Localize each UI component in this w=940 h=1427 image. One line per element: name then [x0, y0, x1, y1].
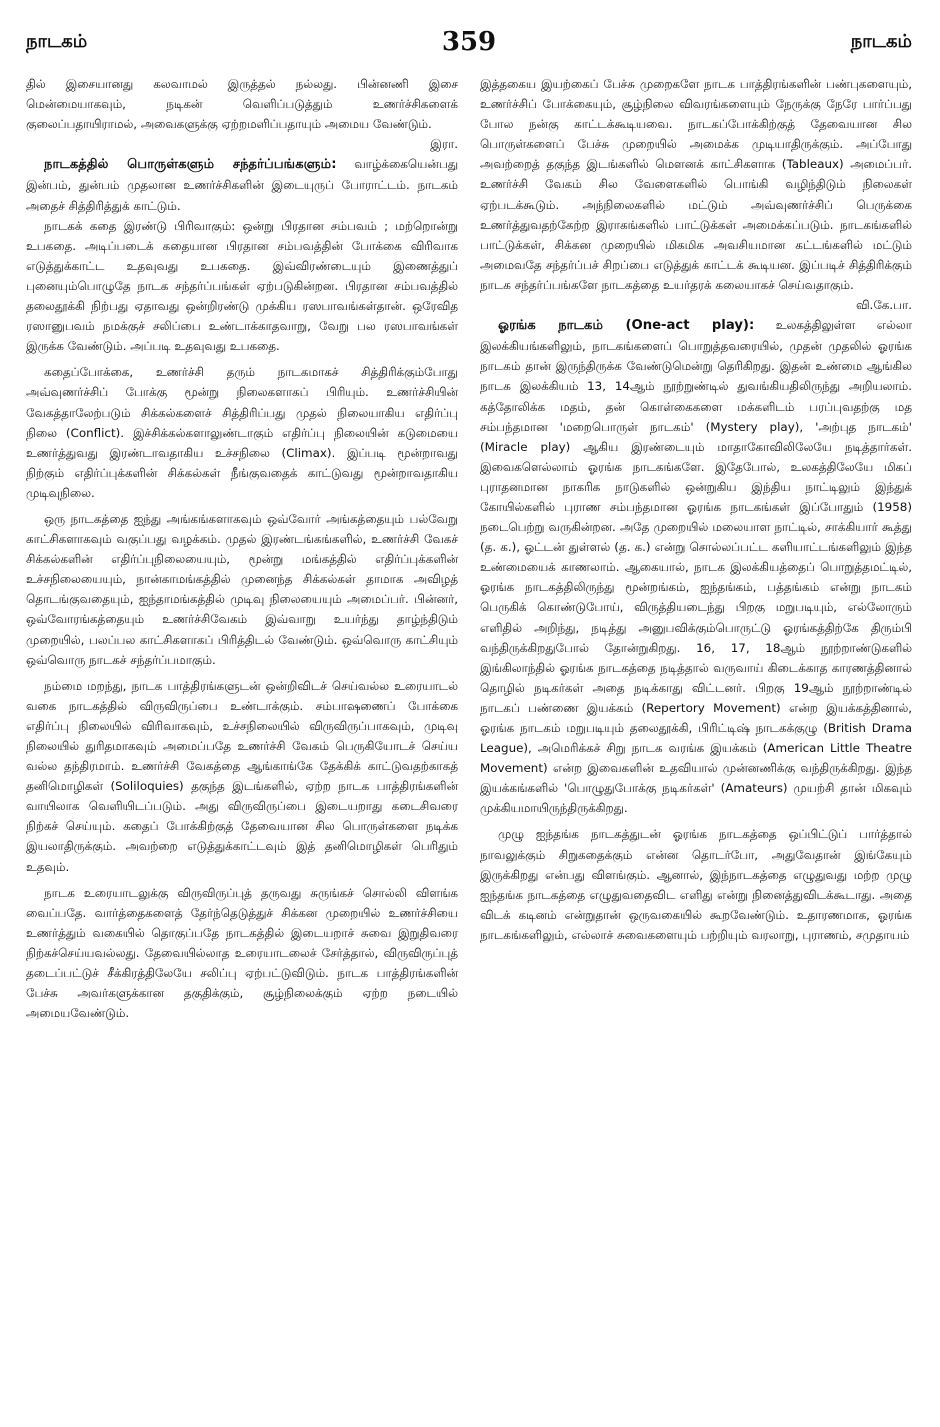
section-paragraph	[480, 315, 912, 818]
paragraph: கதைப்போக்கை, உணர்ச்சி தரும் நாடகமாகச் சித்திரிக்கும்போது அவ்வுணர்ச்சிப் போக்கு மூன்று நிலைகளாகப் பிரியும். உணர்ச்சியின் வேகத்தாலேற்படும் சிக்கல்களைச் சித்திரிப்பது முதல் நிலையாகிய எதிர்ப்பு நிலை (Conflict). இச்சிக்கல்களாலுண்டாகும் எதிர்ப்பு நிலையின் கடுமையை உணர்த்துவது இரண்டாவதாகிய உச்சநிலை (Climax). இப்படி மூன்றாவது நிற்கும் எதிர்ப்புக்களின் சிக்கல்கள் நீங்குவதைக் காட்டுவது மூன்றாவதாகிய முடிவுநிலை.	[26, 365, 458, 500]
paragraph-text: வாழ்க்கையென்பது இன்பம், துன்பம் முதலான உணர்ச்சிகளின் இடையுருப் போராட்டம். நாடகம் அதைச் சித்திரித்துக் காட்டும்.	[26, 157, 458, 213]
right-column	[480, 74, 912, 1424]
paragraph: ஒரு நாடகத்தை ஐந்து அங்கங்களாகவும் ஒவ்வோர் அங்கத்தையும் பல்வேறு காட்சிகளாகவும் வகுப்பது வழக்கம். முதல் இரண்டங்கங்களில், உணர்ச்சி வேகச் சிக்கல்களின் எதிர்ப்புநிலையையும், மூன்று மங்கத்தில் எதிர்ப்புக்களின் உச்சநிலையையும், நான்காமங்கத்தில் முனைந்த சிக்கல்கள் தாமாக அவிழத் தொடங்குவதையும், ஐந்தாமங்கத்தில் முடிவு நிலையையும் அமைப்பர். பின்னர், ஒவ்வோரங்கத்தையும் உணர்ச்சிவேகம் இவ்வாறு உயர்ந்து தாழ்ந்திடும் முறையில், பலப்பல காட்சிகளாகப் பிரித்திடல் வேண்டும். ஒவ்வொரு காட்சியும் ஒவ்வொரு நாடகச் சந்தர்ப்பமாகும்.	[26, 511, 458, 667]
author-signature: இரா.	[430, 137, 458, 152]
author-signature: வி.கே.பா.	[856, 298, 912, 313]
left-column	[26, 74, 458, 1424]
paragraph: முழு ஐந்தங்க நாடகத்துடன் ஓரங்க நாடகத்தை ஒப்பிட்டுப் பார்த்தால் நாவலுக்கும் சிறுகதைக்கும் என்ன தொடர்போ, அதுவேதான் இங்கேயும் இருக்கிறது என்பது விளங்கும். ஆனால், இந்நாடகத்தை எழுதுவது மற்ற முழு ஐந்தங்க நாடகத்தை எழுதுவதைவிட எளிது என்று நினைத்துவிடக்கூடாது. அதை விடக் கடினம் என்றுதான் ஒருவகையில் கூறவேண்டும். உதாரணமாக, ஓரங்க நாடகங்களிலும், எல்லாச் சுவைகளையும் பற்றியும் வரலாறு, புராணம், சமுதாயம்	[480, 827, 912, 942]
paragraph: நாடகக் கதை இரண்டு பிரிவாகும்: ஒன்று பிரதான சம்பவம் ; மற்றொன்று உபகதை. அடிப்படைக் கதையான பிரதான சம்பவத்தின் போக்கை விரிவாக எடுத்துக்காட்ட உதவுவது உபகதை. இவ்விரண்டையும் இணைத்துப் புனையும்பொழுதே நாடக சந்தர்ப்பங்கள் ஏற்படுகின்றன. பிரதான சம்பவத்தில் தலைதூக்கி நிற்பது ஏதாவது ஒன்றிரண்டு முக்கிய ரஸபாவங்கள்தான். ஒரேவித ரஸானுபவம் நமக்குச் சலிப்பை உண்டாக்காதவாறு, வேறு பல ரஸபாவங்கள் இருக்க வேண்டும். அப்படி உதவுவது உபகதை.	[26, 218, 458, 354]
section-heading: ஓரங்க நாடகம் (One-act play):	[498, 318, 755, 334]
section-heading: நாடகத்தில் பொருள்களும் சந்தர்ப்பங்களும்:	[44, 157, 337, 173]
running-head-left: நாடகம்	[26, 30, 88, 52]
running-head-right: நாடகம்	[850, 30, 912, 52]
paragraph-text: உலகத்திலுள்ள எல்லா இலக்கியங்களிலும், நாடகங்களைப் பொறுத்தவரையில், முதன் முதலில் ஓரங்க நாடகம் தான் இருந்திருக்க வேண்டுமென்று தெரிகிறது. இதன் உண்மை ஆங்கில நாடக இலக்கியம் 13, 14ஆம் நூற்றுண்டில் துவங்கியதிலிருந்து அறியலாம். கத்தோலிக்க மதம், தன் கொள்கைகளை மக்களிடம் பரப்புவதற்கு மத சம்பந்தமான 'மறைபொருள் நாடகம்' (Mystery play), 'அற்புத நாடகம்' (Miracle play) ஆகிய இரண்டையும் மாதாகோவிலிலேயே நடித்தார்கள். இவைகளெல்லாம் ஓரங்க நாடகங்களே. இதேபோல், உலகத்திலேயே மிகப் புராதனமான நாகரிக நாடுகளில் ஒன்றுகிய இந்திய நாட்டிலும் இந்துக் கோயில்களில் புராண சம்பந்தமான ஓரங்க நாடகங்கள் இப்போதும் (1958) நடைபெற்று வருகின்றன. அதே முறையில் மலையாள நாட்டில், சாக்கியார் கூத்து (த. க.), ஓட்டன் துள்ளல் (த. க.) என்று சொல்லப்பட்ட களியாட்டங்களிலும் இந்த உண்மையைக் காணலாம். ஆகையால், நாடக இலக்கியத்தைப் பொறுத்தமட்டில், ஓரங்க நாடகத்திலிருந்து மூன்றங்கம், ஐந்தங்கம், பத்தங்கம் என்று நாடகம் பெருகிக் கொண்டுபோய், விருத்தியடைந்து பிறகு மறுபடியும், எல்லோரும் எளிதில் அறிந்து, நடித்து அனுபவிக்கும்பொருட்டு ஓரங்கத்திற்கே திரும்பி வந்திருக்கிறதுபோல் தோன்றுகிறது. 16, 17, 18ஆம் நூற்றாண்டுகளில் இங்கிலாந்தில் ஓரங்க நாடகத்தை நடித்தால் வருவாய் கிடைக்காத காரணத்தினால் தொழில் நடிகர்கள் அதை நடிக்காது விட்டனர். பிறகு 19ஆம் நூற்றாண்டில் நாடகப் பண்ணை இயக்கம் (Repertory Movement) என்ற இயக்கத்தினால், ஓரங்க நாடகம் மறுபடியும் தலைதூக்கி, பிரிட்டிஷ் நாடகக்குழு (British Drama League), அமெரிக்கச் சிறு நாடக வரங்க இயக்கம் (American Little Theatre Movement) என்ற இவைகளின் உதவியால் முன்னணிக்கு வந்திருக்கிறது. இந்த இயக்கங்களில் 'பொழுதுபோக்கு நடிகர்கள்' (Amateurs) முயற்சி தான் மிகவும் முக்கியமாயிருந்திருக்கிறது.	[480, 318, 912, 816]
paragraph: நம்மை மறந்து, நாடக பாத்திரங்களுடன் ஒன்றிவிடச் செய்வல்ல உரையாடல் வகை நாடகத்தில் விருவிருப்பை உண்டாக்கும். சம்பாஷணைப் போக்கை எதிர்ப்பு நிலையில் விரிவாகவும், உச்சநிலையில் விருவிருப்பாகவும், முடிவு நிலையில் துரிதமாகவும் அமைப்பதே உணர்ச்சி வேகம் பெருகியோடச் செய்ய வல்ல தந்திரமாம். உணர்ச்சி வேகத்தை ஆங்காங்கே தேக்கிக் காட்டுவதற்காகத் தனிமொழிகள் (Soliloquies) தகுந்த இடங்களில், ஏற்ற நாடக பாத்திரங்களின் வாயிலாக வெளியிடப்படும். அது விருவிருப்பை இடையறாது கடைசிவரை நிற்கச் செய்யும். கதைப் போக்கிற்குத் தேவையான சில பொருள்களை நடிக்க இயலாதிருக்கும். அவற்றை எடுத்துக்காட்டவும் இத் தனிமொழிகள் பெரிதும் உதவும்.	[26, 678, 458, 874]
paragraph	[26, 74, 458, 154]
text-columns	[26, 74, 912, 1424]
page-number: 359	[441, 27, 497, 57]
paragraph-text: தில் இசையானது கலவாமல் இருத்தல் நல்லது. பின்னணி இசை மென்மையாகவும், நடிகன் வெளிப்படுத்தும் உணர்ச்சிகளைக் குலைப்பதாயிராமல், அவைகளுக்கு ஏற்றமளிப்பதாயும் அமைய வேண்டும்.	[26, 77, 458, 132]
paragraph	[480, 74, 912, 315]
paragraph-text: இத்தகைய இயற்கைப் பேச்சு முறைகளே நாடக பாத்திரங்களின் பண்புகளையும், உணர்ச்சிப் போக்கையும், சூழ்நிலை விவரங்களையும் நேருக்கு நேரே பார்ப்பது போல நன்கு காட்டக்கூடியவை. நாடகப்போக்கிற்குத் தேவையான சில பொருள்களைப் பேச்சு முறையில் அமைக்க முடியாதிருக்கும். அப்போது அவற்றைத் தகுந்த இடங்களில் மௌனக் காட்சிகளாக (Tableaux) அமைப்பர். உணர்ச்சி வேகம் சில வேளைகளில் பொங்கி வழிந்திடும் நிலைகள் ஏற்படக்கூடும். அந்நிலைகளில் மட்டும் அவ்வுணர்ச்சிப் பெருக்கை உணர்த்துவதற்கேற்ற இராகங்களில் பாட்டுக்கள் அமைக்கப்படும். நாடகங்களில் பாட்டுக்கள், சிக்கன முறையில் மிகமிக அவசியமான கட்டங்களில் மட்டும் அமைவதே சந்தர்ப்பச் சிறப்பை எடுத்துக் காட்டக் கூடியன. இப்படிச் சித்திரிக்கும் நாடக சந்தர்ப்பங்களே நாடகத்தை உயர்தரக் கலையாகச் செய்வதாகும்.	[480, 77, 912, 292]
page-header	[26, 22, 912, 62]
paragraph: நாடக உரையாடலுக்கு விருவிருப்புத் தருவது சுருங்கச் சொல்லி விளங்க வைப்பதே. வார்த்தைகளைத் தேர்ந்தெடுத்துச் சிக்கன முறையில் உணர்ச்சியை உணர்த்தும் வகையில் தொகுப்பதே நாடகத்தில் இடையறாச் சுவை இறுதிவரை நிற்கச்செய்யவல்லது. தேவையில்லாத உரையாடலைச் சேர்த்தால், விருவிருப்புத் தடைப்பட்டுச் சீக்கிரத்திலேயே சலிப்பு ஏற்பட்டுவிடும். நாடக பாத்திரங்களின் பேச்சு அவர்களுக்கான தகுதிக்கும், சூழ்நிலைக்கும் ஏற்ற நடையில் அமையவேண்டும்.	[26, 885, 458, 1021]
section-paragraph	[26, 154, 458, 215]
